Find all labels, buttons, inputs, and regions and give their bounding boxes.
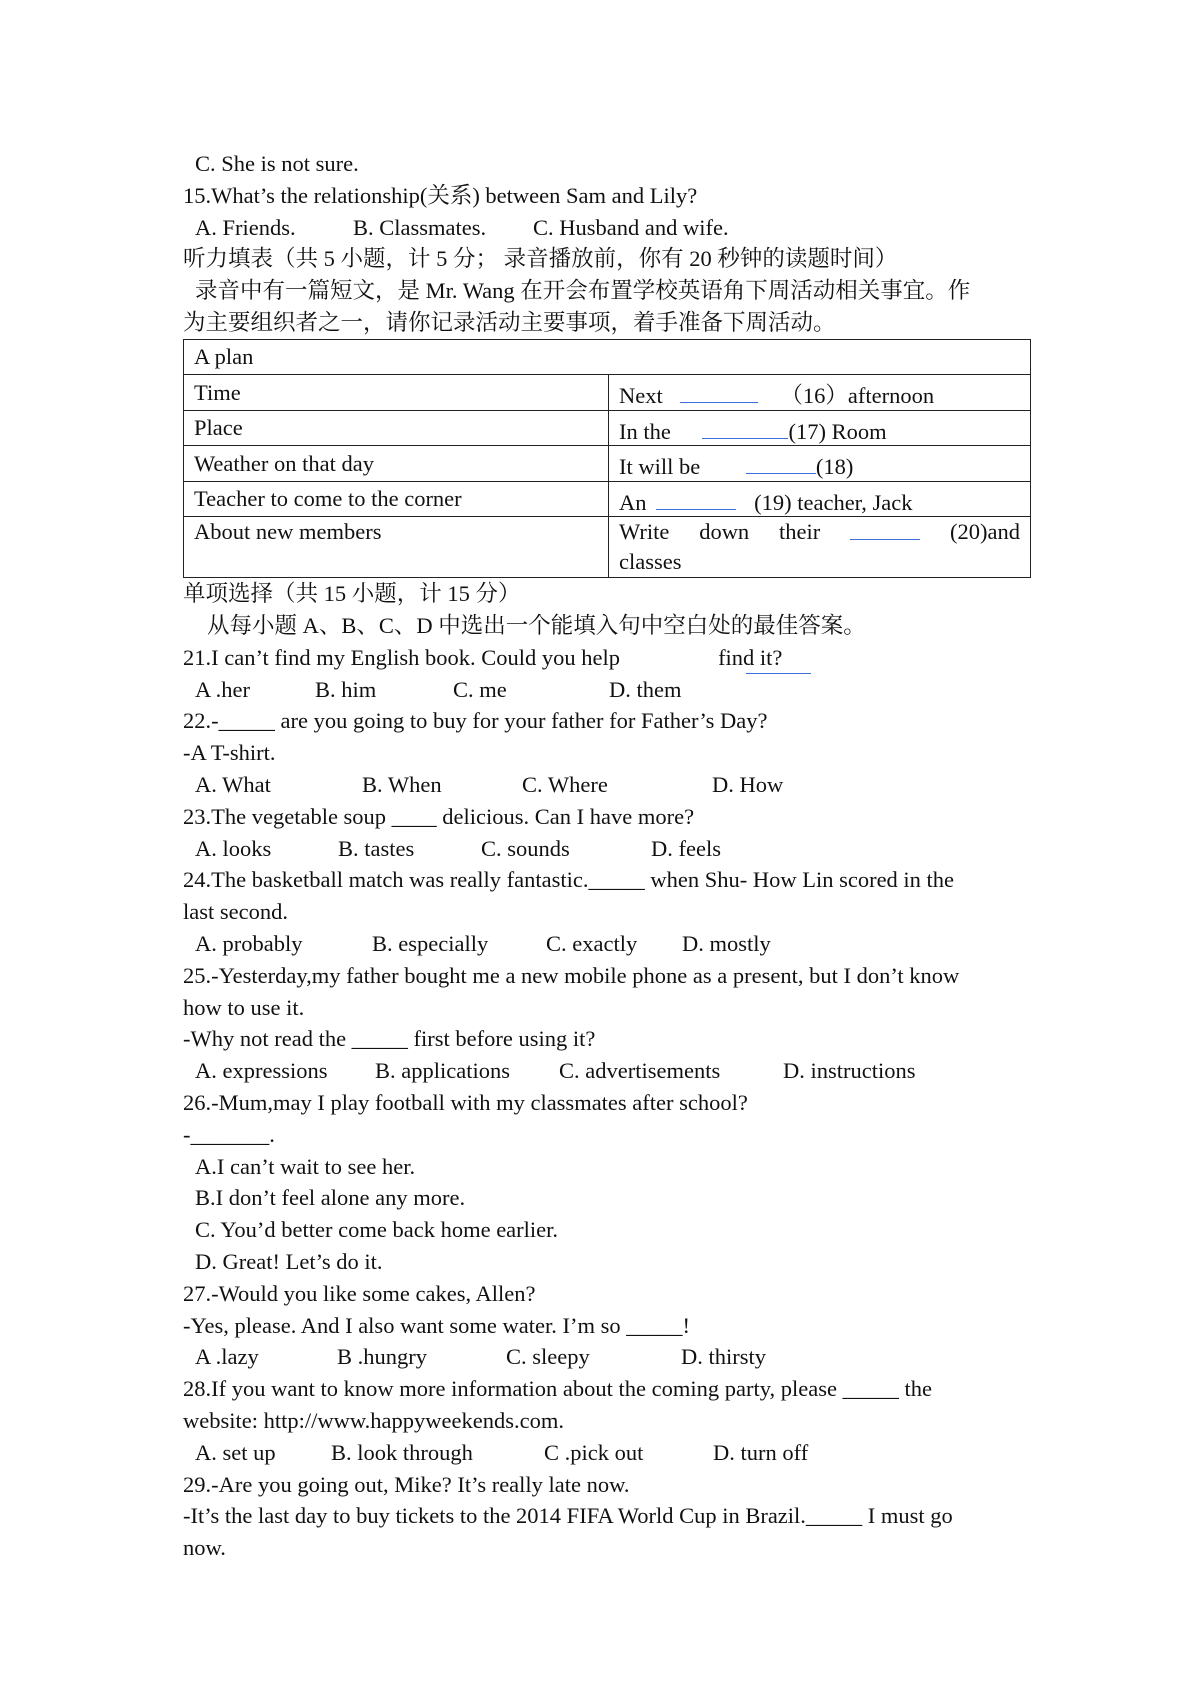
single-choice-instruction: 从每小题 A、B、C、D 中选出一个能填入句中空白处的最佳答案。 — [207, 613, 866, 639]
q28-option-c: C .pick out — [544, 1439, 644, 1465]
q21-option-c: C. me — [453, 676, 507, 702]
row-text: (17) Room — [788, 418, 887, 444]
q22-option-a: A. What — [195, 772, 271, 798]
row-text: down — [699, 519, 750, 545]
q29-answer-line1: -It’s the last day to buy tickets to the 2014 FIFA World Cup in Brazil._____ I must go — [183, 1503, 953, 1529]
row-text: (18) — [815, 454, 854, 480]
q28-question-line1: 28.If you want to know more information about the coming party, please _____ the — [183, 1376, 932, 1402]
row-value — [609, 375, 1031, 411]
q21-text-end — [718, 645, 782, 670]
q28-option-b: B. look through — [331, 1439, 473, 1465]
q25-question-line1: 25.-Yesterday,my father bought me a new mobile phone as a present, but I don’t know — [183, 962, 960, 988]
q22-option-d: D. How — [712, 772, 784, 798]
q26-option-c: C. You’d better come back home earlier. — [195, 1217, 559, 1243]
q27-option-d: D. thirsty — [681, 1344, 767, 1370]
page-content — [183, 148, 1031, 1564]
q26-option-d: D. Great! Let’s do it. — [195, 1249, 383, 1275]
q28-question-line2: website: http://www.happyweekends.com. — [183, 1408, 564, 1433]
q29-question: 29.-Are you going out, Mike? It’s really late now. — [183, 1471, 630, 1497]
answer-blank-21[interactable] — [746, 647, 811, 674]
q26-question: 26.-Mum,may I play football with my classmates after school? — [183, 1090, 748, 1116]
q23-options — [183, 833, 1031, 865]
row-text: （16）afternoon — [780, 382, 935, 408]
q24-option-a: A. probably — [195, 931, 303, 957]
single-choice-heading: 单项选择（共 15 小题，计 15 分） — [183, 581, 521, 607]
q21-options — [183, 674, 1031, 706]
q28-options — [183, 1437, 1031, 1469]
row-text: An — [619, 489, 647, 515]
q15-options — [183, 212, 1031, 244]
q22-answer: -A T-shirt. — [183, 740, 276, 766]
plan-table — [183, 339, 1031, 579]
table-row — [184, 339, 1031, 375]
q23-option-b: B. tastes — [338, 835, 415, 861]
q21-option-a: A .her — [195, 676, 250, 702]
table-row — [184, 446, 1031, 482]
q23-option-d: D. feels — [651, 835, 721, 861]
row-text: Next — [619, 382, 663, 408]
q29-answer-line2: now. — [183, 1535, 226, 1561]
row-text: Write — [619, 519, 670, 545]
q14-option-c: C. She is not sure. — [195, 151, 359, 176]
row-label: Weather on that day — [184, 446, 609, 482]
q22-options — [183, 769, 1031, 801]
q23-option-c: C. sounds — [481, 835, 570, 861]
row-text: their — [779, 519, 821, 545]
row-value — [609, 446, 1031, 482]
q21-question — [183, 642, 1031, 674]
q28-option-d: D. turn off — [713, 1439, 809, 1465]
q23-option-a: A. looks — [195, 835, 272, 861]
q15-question: 15.What’s the relationship(关系) between Sam and Lily? — [183, 182, 698, 208]
q25-option-c: C. advertisements — [559, 1058, 721, 1084]
q24-option-c: C. exactly — [546, 931, 638, 957]
table-row — [184, 517, 1031, 578]
row-label: Teacher to come to the corner — [184, 481, 609, 517]
q26-option-b: B.I don’t feel alone any more. — [195, 1185, 466, 1211]
q15-option-c: C. Husband and wife. — [533, 214, 729, 240]
q23-question: 23.The vegetable soup ____ delicious. Can I have more? — [183, 803, 695, 829]
answer-blank-18[interactable] — [746, 447, 816, 474]
plan-title: A plan — [184, 339, 1031, 375]
listening-fill-intro-line2: 为主要组织者之一，请你记录活动主要事项，着手准备下周活动。 — [183, 309, 836, 335]
q24-options — [183, 928, 1031, 960]
row-value — [609, 517, 1031, 578]
listening-fill-intro-line1: 录音中有一篇短文，是 Mr. Wang 在开会布置学校英语角下周活动相关事宜。作 — [195, 278, 971, 304]
q21-option-b: B. him — [315, 676, 377, 702]
q27-question: 27.-Would you like some cakes, Allen? — [183, 1280, 536, 1306]
q21-text: find it? — [718, 644, 783, 670]
answer-blank-19[interactable] — [656, 483, 736, 510]
q22-option-c: C. Where — [522, 772, 608, 798]
q27-option-c: C. sleepy — [506, 1344, 590, 1370]
q15-option-a: A. Friends. — [195, 214, 296, 240]
q25-option-b: B. applications — [375, 1058, 510, 1084]
row-label: Place — [184, 410, 609, 446]
table-row — [184, 410, 1031, 446]
q27-options — [183, 1341, 1031, 1373]
row-text: In the — [619, 418, 671, 444]
q24-option-d: D. mostly — [682, 931, 771, 957]
row-text: classes — [619, 549, 682, 575]
q22-question: 22.-_____ are you going to buy for your father for Father’s Day? — [183, 708, 768, 734]
q27-option-b: B .hungry — [337, 1344, 427, 1370]
table-row — [184, 375, 1031, 411]
listening-fill-heading: 听力填表（共 5 小题，计 5 分； 录音播放前，你有 20 秒钟的读题时间） — [183, 246, 898, 272]
q25-option-d: D. instructions — [783, 1058, 916, 1084]
q25-answer: -Why not read the _____ first before using it? — [183, 1026, 596, 1052]
row-value — [609, 410, 1031, 446]
q26-answer: -_______. — [183, 1121, 275, 1147]
row-text: (19) teacher, Jack — [754, 489, 913, 515]
q28-option-a: A. set up — [195, 1439, 276, 1465]
q22-option-b: B. When — [362, 772, 442, 798]
q25-option-a: A. expressions — [195, 1058, 328, 1084]
q25-options — [183, 1055, 1031, 1087]
q25-question-line2: how to use it. — [183, 994, 305, 1020]
row-label: Time — [184, 375, 609, 411]
answer-blank-17[interactable] — [702, 412, 788, 439]
row-text: (20)and — [950, 519, 1020, 545]
q24-question-line2: last second. — [183, 899, 288, 925]
q21-option-d: D. them — [609, 676, 682, 702]
q15-option-b: B. Classmates. — [353, 214, 487, 240]
q26-option-a: A.I can’t wait to see her. — [195, 1153, 416, 1179]
answer-blank-20[interactable] — [850, 517, 920, 540]
table-row — [184, 481, 1031, 517]
row-label: About new members — [184, 517, 609, 578]
q21-text: 21.I can’t find my English book. Could you help — [183, 644, 621, 670]
q24-question-line1: 24.The basketball match was really fantastic._____ when Shu- How Lin scored in the — [183, 867, 955, 893]
q24-option-b: B. especially — [372, 931, 489, 957]
row-value — [609, 481, 1031, 517]
row-text: It will be — [619, 454, 701, 480]
q27-option-a: A .lazy — [195, 1344, 259, 1370]
row-line — [619, 517, 1020, 547]
answer-blank-16[interactable] — [680, 376, 758, 403]
q27-answer: -Yes, please. And I also want some water. I’m so _____! — [183, 1312, 691, 1338]
